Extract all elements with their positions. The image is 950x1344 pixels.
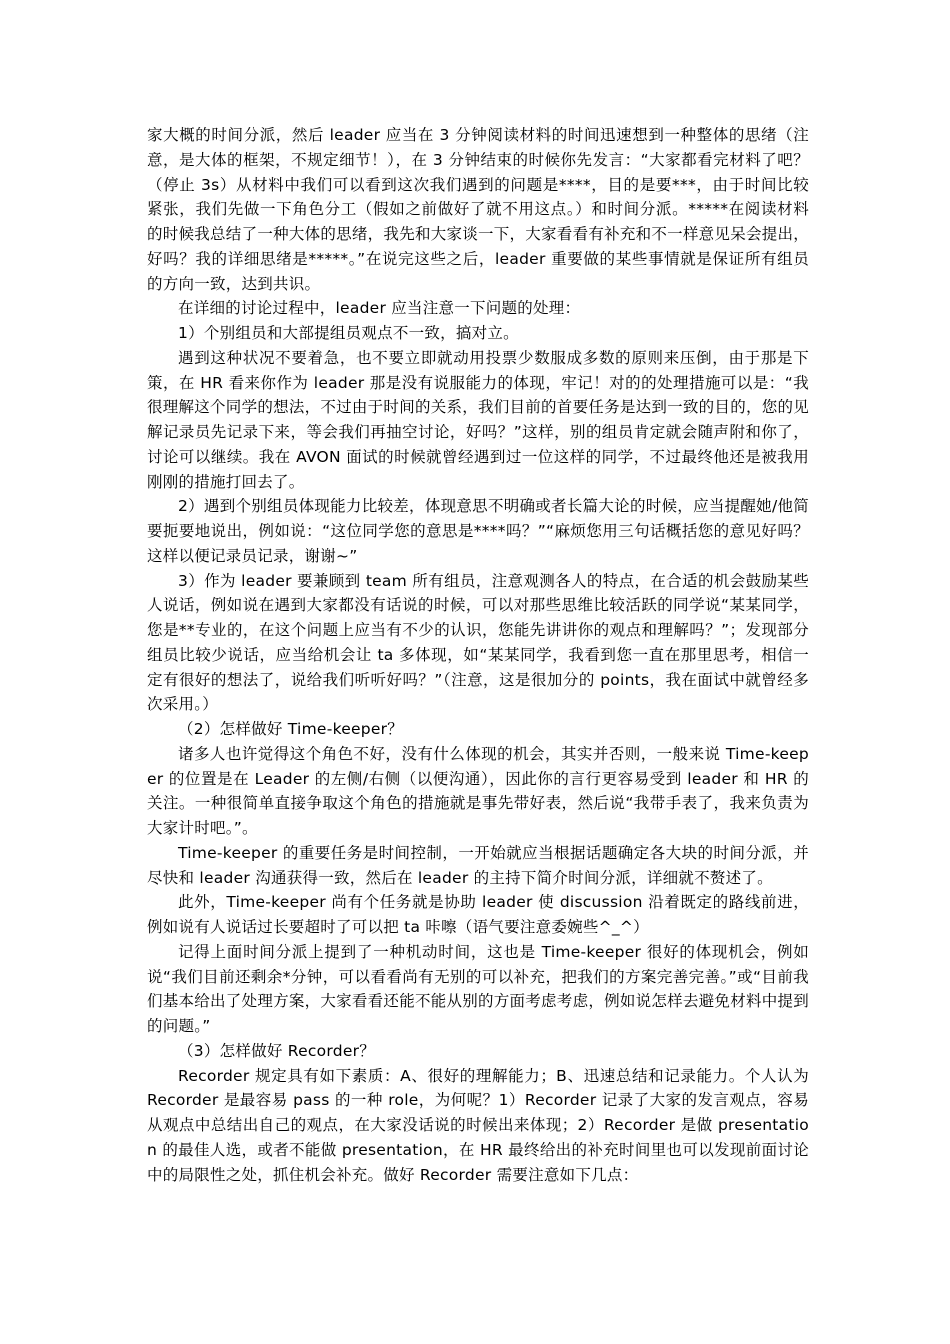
paragraph-conflict-handling: 遇到这种状况不要着急，也不要立即就动用投票少数服成多数的原则来压倒，由于那是下策，在 HR 看来你作为 leader 那是没有说服能力的体现，牢记！对的的处理措施可以是：“我很理解这个同学的想法，不过由于时间的关系，我们目前的首要任务是达到一致的目的，您的见解记录员先记录下来，等会我们再抽空讨论，好吗？”这样，别的组员肯定就会随声附和你了，讨论可以继续。我在 AVON 面试的时候就曾经遇到过一位这样的同学，不过最终他还是被我用刚刚的措施打回去了。: [147, 348, 809, 491]
document-body: [147, 123, 809, 1187]
list-item-2: 2）遇到个别组员体现能力比较差，体现意思不明确或者长篇大论的时候，应当提醒她/他简要扼要地说出，例如说：“这位同学您的意思是****吗？”“麻烦您用三句话概括您的意见好吗？这样以便记录员记录，谢谢~”: [147, 497, 809, 565]
paragraph-time-keeper-task: Time-keeper 的重要任务是时间控制，一开始就应当根据话题确定各大块的时间分派，并尽快和 leader 沟通获得一致，然后在 leader 的主持下简介时间分派，详细就不赘述了。: [147, 843, 809, 887]
list-item-3: 3）作为 leader 要兼顾到 team 所有组员，注意观测各人的特点，在合适的机会鼓励某些人说话，例如说在遇到大家都没有话说的时候，可以对那些思维比较活跃的同学说“某某同学，您是**专业的，在这个问题上应当有不少的认识，您能先讲讲你的观点和理解吗？”；发现部分组员比较少说话，应当给机会让 ta 多体现，如“某某同学，我看到您一直在那里思考，相信一定有很好的想法了，说给我们听听好吗？”（注意，这是很加分的 points，我在面试中就曾经多次采用。）: [147, 571, 809, 714]
paragraph-time-keeper-role: 诸多人也许觉得这个角色不好，没有什么体现的机会，其实并否则，一般来说 Time-keeper 的位置是在 Leader 的左侧/右侧（以便沟通），因此你的言行更容易受到 leader 和 HR 的关注。一种很简单直接争取这个角色的措施就是事先带好表，然后说“我带手表了，我来负责为大家计时吧。”。: [147, 744, 809, 837]
paragraph-time-keeper-flex-time: 记得上面时间分派上提到了一种机动时间，这也是 Time-keeper 很好的体现机会，例如说“我们目前还剩余*分钟，可以看看尚有无别的可以补充，把我们的方案完善完善。”或“目前我们基本给出了处理方案，大家看看还能不能从别的方面考虑考虑，例如说怎样去避免材料中提到的问题。”: [147, 942, 809, 1035]
paragraph-discussion-intro: 在详细的讨论过程中，leader 应当注意一下问题的处理：: [178, 299, 581, 318]
section-heading-time-keeper: （2）怎样做好 Time-keeper？: [178, 720, 404, 738]
paragraph-recorder-qualities: Recorder 规定具有如下素质：A、很好的理解能力；B、迅速总结和记录能力。个人认为 Recorder 是最容易 pass 的一种 role，为何呢？1）Recorder 记录了大家的发言观点，容易从观点中总结出自己的观点，在大家没话说的时候出来体现；2）Recorder 是做 presentation 的最佳人选，或者不能做 presentation，在 HR 最终给出的补充时间里也可以发现前面讨论中的局限性之处，抓住机会补充。做好 Recorder 需要注意如下几点：: [147, 1066, 809, 1184]
paragraph-leader-opening: 家大概的时间分派，然后 leader 应当在 3 分钟阅读材料的时间迅速想到一种整体的思绪（注意，是大体的框架，不规定细节！），在 3 分钟结束的时候你先发言：“大家都看完材料了吧？（停止 3s）从材料中我们可以看到这次我们遇到的问题是****，目的是要***，由于时间比较紧张，我们先做一下角色分工（假如之前做好了就不用这点。）和时间分派。*****在阅读材料的时候我总结了一种大体的思绪，我先和大家谈一下，大家看看有补充和不一样意见呆会提出，好吗？我的详细思绪是*****。”在说完这些之后，leader 重要做的某些事情就是保证所有组员的方向一致，达到共识。: [147, 126, 809, 293]
section-heading-recorder: （3）怎样做好 Recorder？: [178, 1041, 376, 1060]
list-item-1-heading: 1）个别组员和大部提组员观点不一致，搞对立。: [178, 324, 519, 342]
paragraph-time-keeper-assist: 此外，Time-keeper 尚有个任务就是协助 leader 使 discussion 沿着既定的路线前进，例如说有人说话过长要超时了可以把 ta 咔嚓（语气要注意委婉些^_^）: [147, 893, 809, 936]
